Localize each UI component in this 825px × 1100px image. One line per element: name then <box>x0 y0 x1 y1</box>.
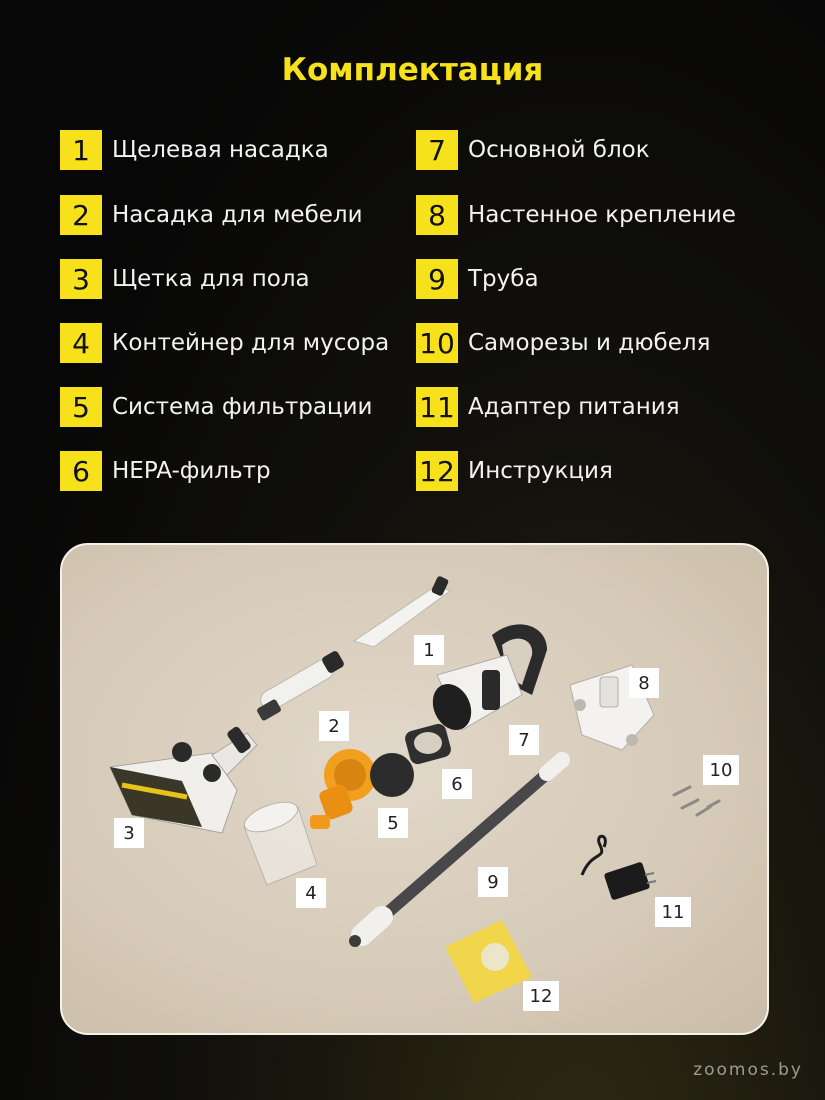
list-item <box>60 387 372 427</box>
item-number: 8 <box>416 195 458 235</box>
floor-brush-icon <box>110 725 257 833</box>
item-number: 3 <box>60 259 102 299</box>
callout-9: 9 <box>478 867 508 897</box>
item-label: Труба <box>468 266 539 292</box>
item-label: Щетка для пола <box>112 266 310 292</box>
filter-system-icon <box>310 749 376 829</box>
item-label: Саморезы и дюбеля <box>468 330 711 356</box>
item-number: 5 <box>60 387 102 427</box>
callout-2: 2 <box>319 711 349 741</box>
callout-8: 8 <box>629 668 659 698</box>
callout-6: 6 <box>442 769 472 799</box>
item-label: Основной блок <box>468 137 650 163</box>
item-label: Щелевая насадка <box>112 137 329 163</box>
item-label: Адаптер питания <box>468 394 680 420</box>
watermark: zoomos.by <box>693 1060 803 1080</box>
item-number: 11 <box>416 387 458 427</box>
item-label: HEPA-фильтр <box>112 458 271 484</box>
callout-7: 7 <box>509 725 539 755</box>
instruction-leaflet-icon <box>445 920 532 1003</box>
list-item <box>416 130 650 170</box>
callout-4: 4 <box>296 878 326 908</box>
hepa-filter-icon <box>403 722 452 766</box>
callout-12: 12 <box>523 981 559 1011</box>
item-label: Насадка для мебели <box>112 202 363 228</box>
list-item <box>416 323 710 363</box>
callout-1: 1 <box>414 635 444 665</box>
list-item <box>416 387 680 427</box>
list-item <box>60 195 363 235</box>
dust-container-icon <box>241 796 317 885</box>
item-label: Настенное крепление <box>468 202 736 228</box>
item-number: 6 <box>60 451 102 491</box>
components-illustration <box>62 545 767 1033</box>
item-number: 10 <box>416 323 458 363</box>
list-item <box>416 259 539 299</box>
screws-icon <box>674 787 719 815</box>
item-number: 7 <box>416 130 458 170</box>
callout-3: 3 <box>114 818 144 848</box>
item-label: Инструкция <box>468 458 613 484</box>
item-number: 9 <box>416 259 458 299</box>
hepa-disc-icon <box>370 753 414 797</box>
item-number: 12 <box>416 451 458 491</box>
page-title: Комплектация <box>281 52 544 88</box>
callout-11: 11 <box>655 897 691 927</box>
list-item <box>416 195 736 235</box>
list-item <box>60 130 329 170</box>
list-item <box>60 451 271 491</box>
power-adapter-icon <box>582 836 656 900</box>
item-number: 1 <box>60 130 102 170</box>
product-photo <box>60 543 769 1035</box>
list-item <box>60 323 389 363</box>
item-label: Система фильтрации <box>112 394 373 420</box>
item-number: 4 <box>60 323 102 363</box>
item-label: Контейнер для мусора <box>112 330 390 356</box>
item-number: 2 <box>60 195 102 235</box>
callout-10: 10 <box>703 755 739 785</box>
callout-5: 5 <box>378 808 408 838</box>
list-item <box>416 451 613 491</box>
list-item <box>60 259 310 299</box>
